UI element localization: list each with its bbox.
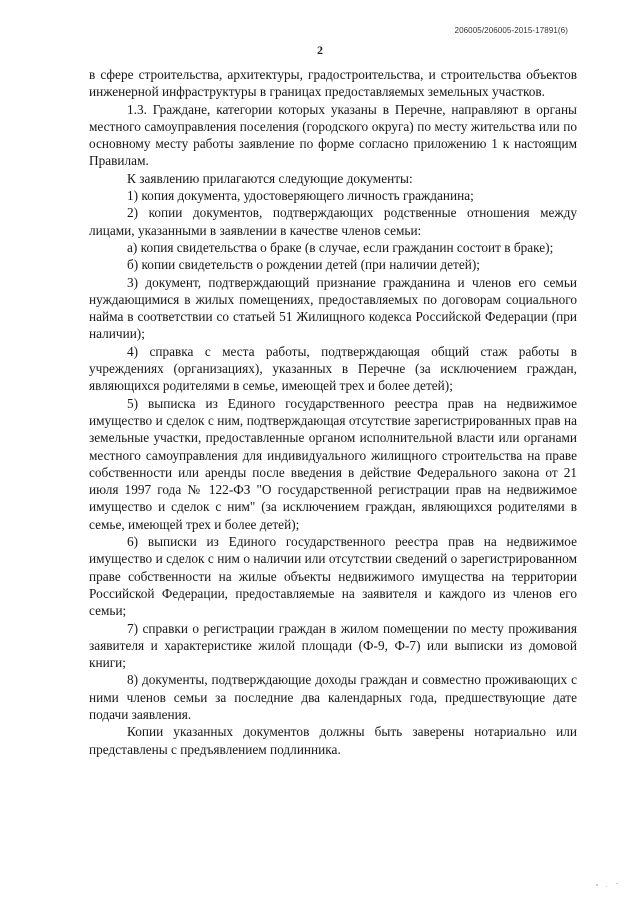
paragraph: 3) документ, подтверждающий признание гражданина и членов его семьи нуждающимися в жилых помещениях, предоставляемых по договорам социального найма в соответствии со статьей 51 Жилищного кодекса Российской Федерации (при наличии); <box>89 274 577 342</box>
paragraph: 2) копии документов, подтверждающих родственные отношения между лицами, указанными в заявлении в качестве членов семьи: <box>89 205 577 238</box>
scan-speck <box>616 883 618 884</box>
paragraph: 5) выписка из Единого государственного реестра прав на недвижимое имущество и сделок с ним, подтверждающая отсутствие зарегистрированных прав на земельные участки, предоставленные органом исполнительной власти или органами местного самоуправления для индивидуального жилищного строительства на праве собственности или аренды после введения в действие Федерального закона от 21 июля 1997 года № 122-ФЗ "О государственной регистрации прав на недвижимое имущество и сделок с ним" (за исключением граждан, являющихся родителями в семье, имеющей трех и более детей); <box>89 395 577 532</box>
paragraph: а) копия свидетельства о браке (в случае, если гражданин состоит в браке); <box>127 239 554 255</box>
paragraph: 1.3. Граждане, категории которых указаны в Перечне, направляют в органы местного самоуправления поселения (городского округа) по месту жительства или по основному месту работы заявление по форме согласно приложению 1 к настоящим Правилам. <box>89 101 577 169</box>
paragraph: 8) документы, подтверждающие доходы граждан и совместно проживающих с ними членов семьи за последние два календарных года, предшествующие дате подачи заявления. <box>89 672 577 722</box>
paragraph: в сфере строительства, архитектуры, градостроительства, и строительства объектов инженерной инфраструктуры в границах предоставляемых земельных участков. <box>89 67 577 100</box>
paragraph: Копии указанных документов должны быть заверены нотариально или представлены с предъявлением подлинника. <box>89 724 577 757</box>
paragraph: 4) справка с места работы, подтверждающая общий стаж работы в учреждениях (организациях), указанных в Перечне (за исключением граждан, являющихся родителями в семье, имеющей трех и более детей); <box>89 343 577 394</box>
scan-speck <box>606 886 607 887</box>
scan-speck <box>596 884 598 886</box>
paragraph: К заявлению прилагаются следующие документы: <box>127 170 413 186</box>
paragraph: 1) копия документа, удостоверяющего личность гражданина; <box>127 188 474 204</box>
paragraph: б) копии свидетельств о рождении детей (при наличии детей); <box>127 257 480 273</box>
paragraph: 7) справки о регистрации граждан в жилом помещении по месту проживания заявителя и характеристике жилой площади (Ф-9, Ф-7) или выписки из домовой книги; <box>89 620 577 671</box>
page-number: 2 <box>317 43 323 57</box>
document-code: 206005/206005-2015-17891(6) <box>454 26 568 35</box>
paragraph: 6) выписки из Единого государственного реестра прав на недвижимое имущество и сделок с ним о наличии или отсутствии сведений о зарегистрированном праве собственности на жилые объекты недвижимого имущества на территории Российской Федерации, предоставляемые на заявителя и каждого из членов его семьи; <box>89 534 577 619</box>
document-body <box>89 66 577 758</box>
